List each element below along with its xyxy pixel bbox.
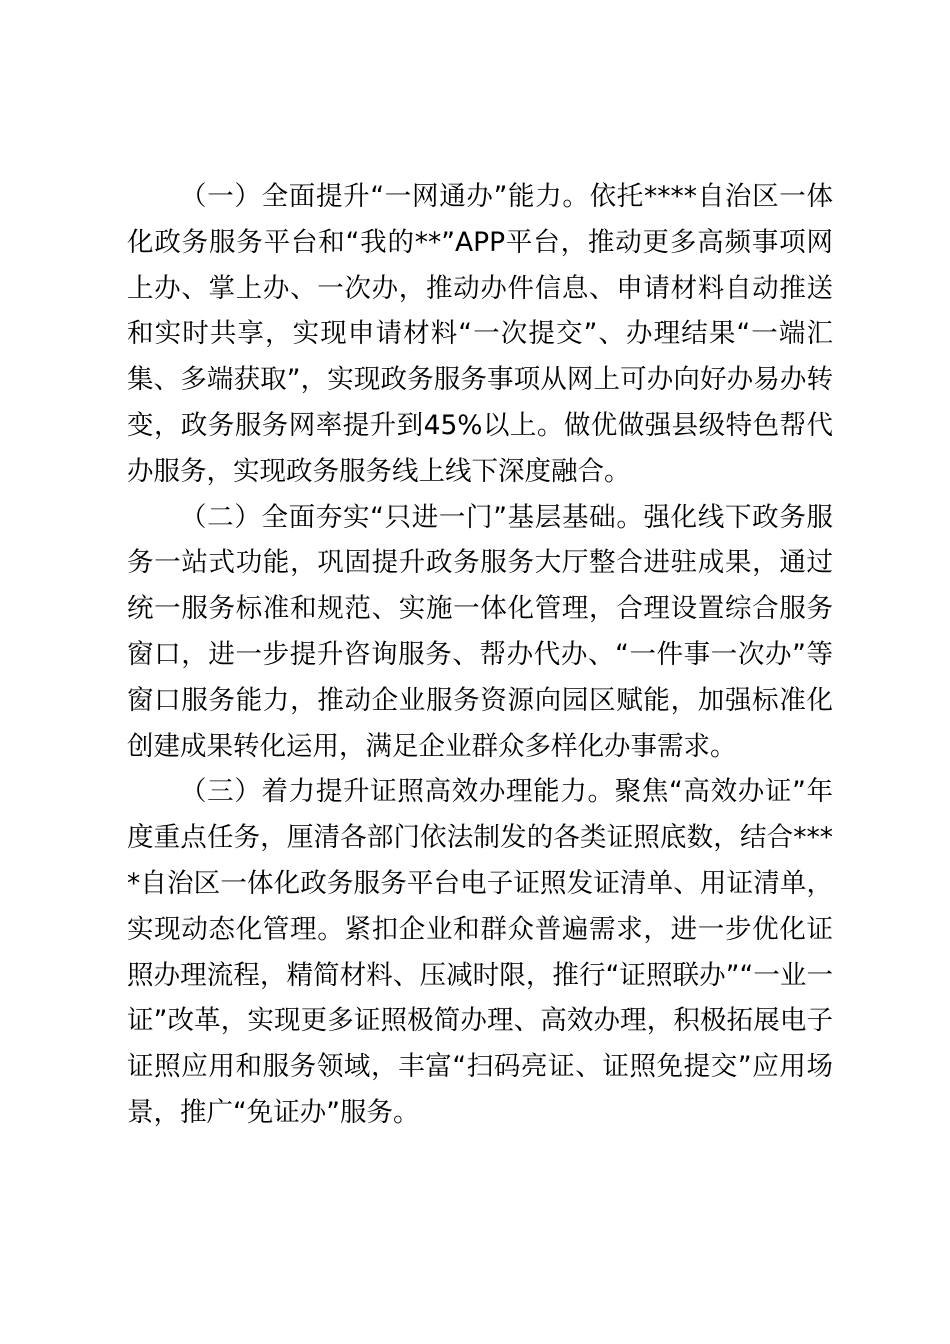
paragraph-one-door: （二）全面夯实“只进一门”基层基础。强化线下政务服务一站式功能，巩固提升政务服务大厅整合进驻成果，通过统一服务标准和规范、实施一体化管理，合理设置综合服务窗口，进一步提升咨询服务、帮办代办、“一件事一次办”等窗口服务能力，推动企业服务资源向园区赋能，加强标准化创建成果转化运用，满足企业群众多样化办事需求。 [127, 501, 833, 762]
document-body [127, 174, 833, 1136]
paragraph-certificates: （三）着力提升证照高效办理能力。聚焦“高效办证”年度重点任务，厘清各部门依法制发的各类证照底数，结合****自治区一体化政务服务平台电子证照发证清单、用证清单，实现动态化管理。紧扣企业和群众普遍需求，进一步优化证照办理流程，精简材料、压减时限，推行“证照联办”“一业一证”改革，实现更多证照极简办理、高效办理，积极拓展电子证照应用和服务领域，丰富“扫码亮证、证照免提交”应用场景，推广“免证办”服务。 [127, 776, 833, 1128]
paragraph-one-network: （一）全面提升“一网通办”能力。依托****自治区一体化政务服务平台和“我的**”APP平台，推动更多高频事项网上办、掌上办、一次办，推动办件信息、申请材料自动推送和实时共享，实现申请材料“一次提交”、办理结果“一端汇集、多端获取”，实现政务服务事项从网上可办向好办易办转变，政务服务网率提升到45%以上。做优做强县级特色帮代办服务，实现政务服务线上线下深度融合。 [127, 181, 833, 487]
